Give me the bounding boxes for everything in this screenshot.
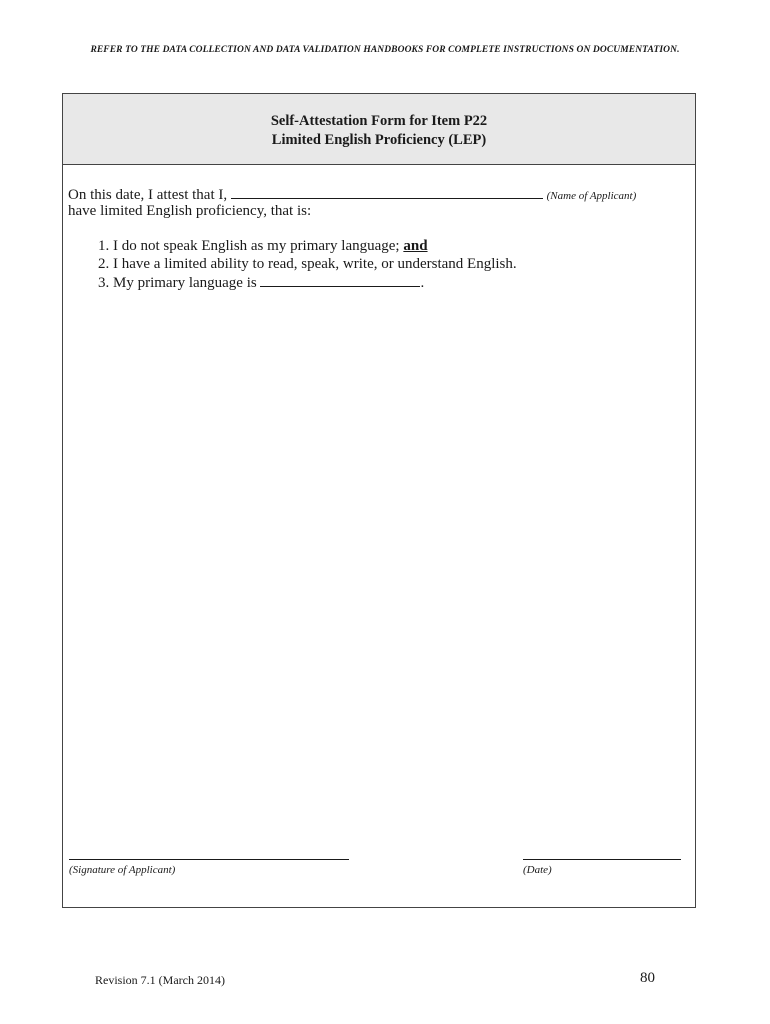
signature-of-applicant-label: (Signature of Applicant): [69, 864, 176, 876]
form-subtitle: Limited English Proficiency (LEP): [271, 132, 487, 148]
signature-line[interactable]: [69, 859, 349, 860]
form-title: Self-Attestation Form for Item P22: [270, 113, 488, 129]
revision-note: Revision 7.1 (March 2014): [95, 973, 225, 987]
attestation-form: [62, 93, 696, 908]
list-item-text: 3. My primary language is: [98, 275, 257, 291]
list-item: 2. I have a limited ability to read, speak, write, or understand English.: [98, 256, 517, 272]
primary-language-field[interactable]: [260, 274, 420, 287]
form-title-band: [63, 94, 695, 165]
list-item: [98, 238, 428, 255]
attest-statement-continuation: have limited English proficiency, that is:: [68, 203, 312, 219]
list-item: [98, 274, 424, 292]
name-of-applicant-caption: (Name of Applicant): [546, 190, 637, 202]
list-item-text: 1. I do not speak English as my primary language;: [98, 238, 400, 254]
page-number: 80: [640, 970, 655, 986]
attest-statement-line: [68, 186, 636, 204]
date-line[interactable]: [523, 859, 681, 860]
date-label: (Date): [523, 864, 552, 876]
attest-prefix: On this date, I attest that I,: [68, 187, 228, 203]
applicant-name-field[interactable]: [231, 186, 543, 199]
list-item-suffix: .: [420, 275, 425, 291]
handbook-reference-note: REFER TO THE DATA COLLECTION AND DATA VALIDATION HANDBOOKS FOR COMPLETE INSTRUCTIONS ON DOCUMENTATION.: [90, 45, 680, 55]
list-item-emphasis: and: [403, 238, 428, 254]
